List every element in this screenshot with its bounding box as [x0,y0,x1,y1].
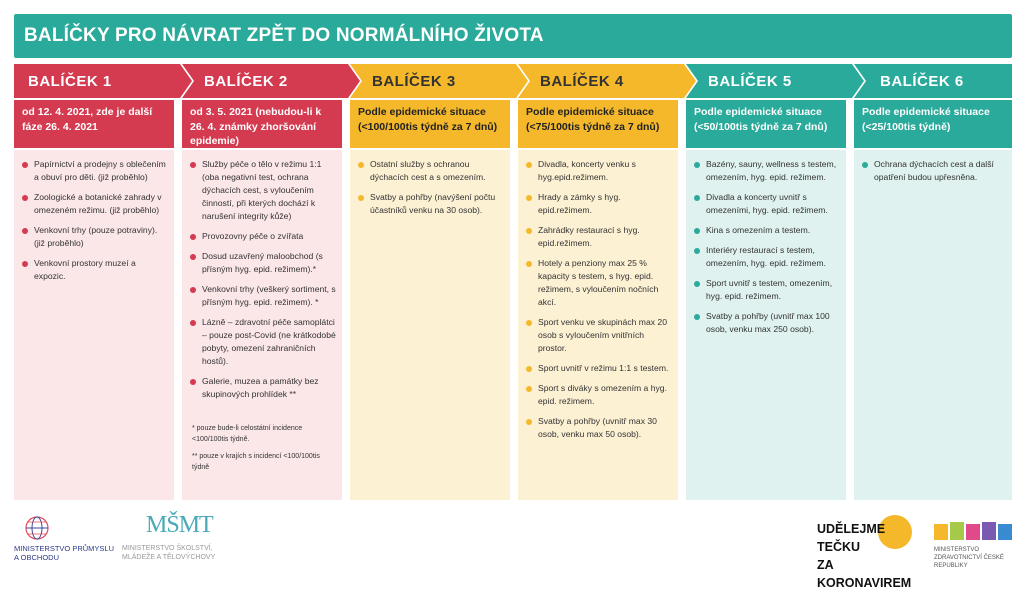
footnote: * pouze bude-li celostátní incidence <100/100tis týdně. [192,425,303,443]
package-5 [686,64,846,500]
list-item [22,224,168,250]
bullet-icon [22,195,28,201]
list-item-text: Venkovní prostory muzeí a expozic. [34,258,136,281]
list-item [526,316,672,355]
bullet-icon [22,228,28,234]
package-6-list [854,150,1012,500]
list-item [694,244,840,270]
list-item-text: Hrady a zámky s hyg. epid.režimem. [538,192,621,215]
campaign-line-1: UDĚLEJME TEČKU [817,522,886,554]
list-item [694,277,840,303]
package-3 [350,64,510,500]
package-4-condition: Podle epidemické situace (<75/100tis týdně za 7 dnů) [518,100,678,148]
list-item [526,191,672,217]
package-4-list [518,150,678,500]
mpo-name: MINISTERSTVO PRŮMYSLU A OBCHODU [14,544,115,562]
mzcr-logo-icon [934,520,1014,542]
list-item [526,158,672,184]
page-title: BALÍČKY PRO NÁVRAT ZPĚT DO NORMÁLNÍHO ŽIVOTA [24,25,544,46]
package-3-condition: Podle epidemické situace (<100/100tis týdně za 7 dnů) [350,100,510,148]
msmt-logo: MŠMT [146,512,213,538]
list-item [526,382,672,408]
bullet-icon [694,248,700,254]
package-1-list [14,150,174,500]
list-item [358,191,504,217]
list-item [526,415,672,441]
bullet-icon [22,162,28,168]
list-item-text: Interiéry restaurací s testem, omezením, hyg. epid. režimem. [706,245,826,268]
bullet-icon [526,419,532,425]
bullet-icon [694,228,700,234]
title-bar [14,14,1012,58]
list-item-text: Svatby a pohřby (uvnitř max 100 osob, venku max 250 osob). [706,311,830,334]
bullet-icon [358,195,364,201]
package-2-condition: od 3. 5. 2021 (nebudou-li k 26. 4. známky zhoršování epidemie) [182,100,342,148]
list-item [862,158,1006,184]
footer [0,508,1024,590]
list-item [190,375,336,401]
package-1-label: BALÍČEK 1 [28,72,112,90]
list-item-text: Svatby a pohřby (uvnitř max 30 osob, venku max 50 osob). [538,416,657,439]
footnotes [190,423,336,473]
list-item-text: Ostatní služby s ochranou dýchacích cest a s omezením. [370,159,486,182]
bullet-icon [694,195,700,201]
list-item-text: Kina s omezením a testem. [706,225,811,235]
bullet-icon [190,162,196,168]
list-item [22,191,168,217]
list-item-text: Dosud uzavřený maloobchod (s přísným hyg. epid. režimem).* [202,251,323,274]
bullet-icon [694,314,700,320]
list-item-text: Lázně – zdravotní péče samoplátci – pouze post-Covid (ne krátkodobé pobyty, omezení zahraničních hostů). [202,317,336,366]
list-item-text: Sport uvnitř s testem, omezením, hyg. epid. režimem. [706,278,833,301]
list-item-text: Venkovní trhy (pouze potraviny). (již proběhlo) [34,225,158,248]
bullet-icon [190,320,196,326]
list-item-text: Divadla, koncerty venku s hyg.epid.režimem. [538,159,636,182]
package-1-condition: od 12. 4. 2021, zde je další fáze 26. 4. 2021 [14,100,174,148]
package-6 [854,64,1012,500]
package-2-label: BALÍČEK 2 [204,72,288,90]
package-4 [518,64,678,500]
list-item-text: Ochrana dýchacích cest a další opatření budou upřesněna. [874,159,994,182]
package-2 [182,64,342,500]
list-item-text: Zahrádky restaurací s hyg. epid.režimem. [538,225,640,248]
bullet-icon [22,261,28,267]
package-6-label: BALÍČEK 6 [880,72,964,90]
list-item [358,158,504,184]
list-item [694,310,840,336]
package-1 [14,64,174,500]
bullet-icon [526,320,532,326]
package-2-list [182,150,342,500]
package-5-condition: Podle epidemické situace (<50/100tis týdně za 7 dnů) [686,100,846,148]
mpo-globe-logo [16,514,58,540]
list-item [694,191,840,217]
bullet-icon [190,287,196,293]
bullet-icon [190,234,196,240]
list-item-text: Divadla a koncerty uvnitř s omezeními, hyg. epid. režimem. [706,192,828,215]
bullet-icon [190,379,196,385]
list-item [22,158,168,184]
bullet-icon [526,195,532,201]
bullet-icon [526,261,532,267]
bullet-icon [190,254,196,260]
list-item-text: Provozovny péče o zvířata [202,231,304,241]
list-item [190,230,336,243]
footnote: ** pouze v krajích s incidencí <100/100tis týdně [192,453,320,471]
package-5-label: BALÍČEK 5 [708,72,792,90]
list-item-text: Svatby a pohřby (navýšení počtu účastníků venku na 30 osob). [370,192,496,215]
bullet-icon [862,162,868,168]
bullet-icon [526,162,532,168]
bullet-icon [694,162,700,168]
mzcr-name: MINISTERSTVO ZDRAVOTNICTVÍ ČESKÉ REPUBLIKY [934,547,1004,569]
list-item [22,257,168,283]
bullet-icon [358,162,364,168]
list-item-text: Bazény, sauny, wellness s testem, omezením, hyg. epid. režimem. [706,159,837,182]
list-item-text: Papírnictví a prodejny s oblečením a obuví pro děti. (již proběhlo) [34,159,166,182]
list-item [526,362,672,375]
msmt-name: MINISTERSTVO ŠKOLSTVÍ, MLÁDEŽE A TĚLOVÝCHOVY [122,545,216,561]
list-item [190,283,336,309]
list-item-text: Hotely a penziony max 25 % kapacity s testem, s hyg. epid. režimem, s vyloučením nočních akcí. [538,258,659,307]
list-item-text: Sport venku ve skupinách max 20 osob s vyloučením vnitřních prostor. [538,317,667,353]
bullet-icon [526,228,532,234]
list-item [190,316,336,368]
campaign-logo [817,520,927,590]
package-4-label: BALÍČEK 4 [540,72,624,90]
list-item [526,224,672,250]
list-item-text: Sport s diváky s omezením a hyg. epid. režimem. [538,383,667,406]
packages-row [14,64,1012,500]
package-5-list [686,150,846,500]
package-3-list [350,150,510,500]
list-item [190,158,336,223]
list-item-text: Galerie, muzea a památky bez skupinových prohlídek ** [202,376,319,399]
bullet-icon [526,386,532,392]
package-6-condition: Podle epidemické situace (<25/100tis týdně) [854,100,1012,148]
list-item-text: Sport uvnitř v režimu 1:1 s testem. [538,363,669,373]
list-item-text: Služby péče o tělo v režimu 1:1 (oba negativní test, ochrana dýchacích cest, s vyloučením činností, při kterých dochází k narušení integrity kůže) [202,159,322,221]
package-3-label: BALÍČEK 3 [372,72,456,90]
bullet-icon [526,366,532,372]
campaign-line-2: ZA KORONAVIREM [817,558,912,590]
list-item [526,257,672,309]
list-item [694,224,840,237]
list-item-text: Venkovní trhy (veškerý sortiment, s přísným hyg. epid. režimem). * [202,284,336,307]
list-item [694,158,840,184]
bullet-icon [694,281,700,287]
list-item [190,250,336,276]
list-item-text: Zoologické a botanické zahrady v omezeném režimu. (již proběhlo) [34,192,162,215]
